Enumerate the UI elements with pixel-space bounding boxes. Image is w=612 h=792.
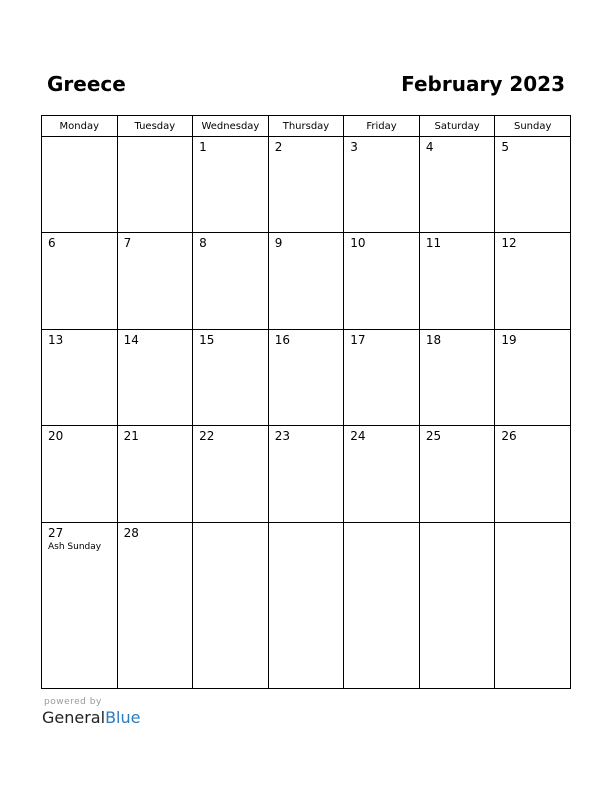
day-cell (419, 233, 495, 329)
day-cell (268, 329, 344, 425)
day-number: 2 (274, 140, 283, 154)
day-cell (117, 329, 193, 425)
day-cell (193, 522, 269, 688)
day-cell (344, 329, 420, 425)
day-cell (268, 522, 344, 688)
day-cell (268, 233, 344, 329)
day-number (269, 523, 344, 527)
day-number (118, 137, 193, 141)
day-cell (193, 329, 269, 425)
weekday-thursday: Thursday (268, 116, 344, 137)
day-number: 12 (501, 236, 517, 251)
day-cell (344, 233, 420, 329)
day-cell (117, 137, 193, 233)
day-cell (344, 137, 420, 233)
weekday-monday: Monday (42, 116, 118, 137)
week-row (42, 522, 571, 688)
day-number: 19 (501, 332, 517, 347)
weekday-sunday: Sunday (495, 116, 571, 137)
day-cell (193, 426, 269, 522)
day-cell (117, 233, 193, 329)
day-number (420, 523, 495, 527)
day-number: 18 (425, 332, 442, 347)
day-number: 22 (199, 429, 215, 444)
day-cell (344, 426, 420, 522)
calendar-grid (41, 115, 571, 689)
weekday-tuesday: Tuesday (117, 116, 193, 137)
day-number: 16 (274, 332, 290, 347)
day-number: 9 (274, 236, 283, 251)
day-cell (495, 426, 571, 522)
day-number: 10 (350, 236, 366, 251)
weekday-wednesday: Wednesday (193, 116, 269, 137)
day-number: 4 (425, 140, 434, 154)
day-cell (193, 137, 269, 233)
day-cell (42, 137, 118, 233)
day-cell (495, 329, 571, 425)
day-number: 27 (48, 525, 64, 540)
month-year-title: February 2023 (401, 72, 565, 96)
day-cell (42, 233, 118, 329)
day-cell (42, 522, 118, 688)
weekday-header-row (42, 116, 571, 137)
calendar-body (42, 137, 571, 689)
day-number: 24 (350, 429, 366, 444)
day-cell (117, 522, 193, 688)
day-number: 13 (48, 332, 64, 347)
day-number: 23 (274, 429, 290, 444)
day-cell (495, 233, 571, 329)
day-number: 26 (501, 429, 517, 444)
day-cell (268, 137, 344, 233)
brand-text-blue: Blue (105, 708, 141, 727)
day-cell (419, 522, 495, 688)
day-number: 7 (123, 236, 132, 251)
country-title: Greece (47, 72, 126, 96)
day-cell (419, 329, 495, 425)
day-cell (495, 137, 571, 233)
day-number: 1 (199, 140, 207, 154)
day-number: 8 (199, 236, 207, 251)
day-number: 11 (425, 236, 442, 251)
day-number: 5 (501, 140, 510, 154)
day-number (193, 523, 268, 527)
day-number: 3 (350, 140, 358, 154)
brand-text-general: General (42, 708, 106, 727)
week-row (42, 137, 571, 233)
day-number: 21 (123, 429, 139, 444)
day-number: 14 (123, 332, 139, 347)
weekday-friday: Friday (344, 116, 420, 137)
day-cell (419, 137, 495, 233)
day-number: 17 (350, 332, 366, 347)
week-row (42, 329, 571, 425)
day-number: 6 (48, 236, 56, 251)
day-cell (42, 426, 118, 522)
day-number: 28 (123, 525, 139, 540)
day-cell (344, 522, 420, 688)
day-cell (117, 426, 193, 522)
day-cell (495, 522, 571, 688)
day-number: 25 (425, 429, 442, 444)
day-cell (268, 426, 344, 522)
day-cell (42, 329, 118, 425)
week-row (42, 426, 571, 522)
day-number: 20 (48, 429, 64, 444)
week-row (42, 233, 571, 329)
day-number: 15 (199, 332, 215, 347)
generalblue-logo (42, 708, 140, 727)
powered-by-text: powered by (44, 697, 102, 707)
holiday-label: Ash Sunday (48, 541, 102, 552)
day-cell (419, 426, 495, 522)
day-number (42, 137, 117, 141)
day-number (344, 523, 419, 527)
day-number (495, 523, 570, 527)
day-cell (193, 233, 269, 329)
weekday-saturday: Saturday (419, 116, 495, 137)
